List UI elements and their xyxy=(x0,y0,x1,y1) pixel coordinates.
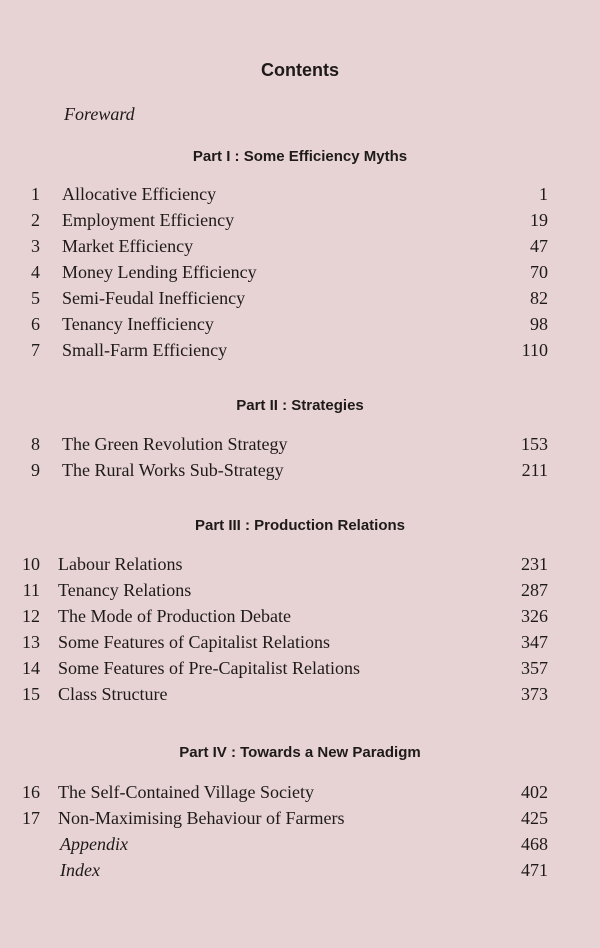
toc-entry xyxy=(0,658,600,682)
page-number: 98 xyxy=(530,314,548,334)
toc-entry xyxy=(0,554,600,578)
part-heading: Part II : Strategies xyxy=(236,397,364,414)
chapter-title: The Self-Contained Village Society xyxy=(58,782,315,802)
chapter-number: 7 xyxy=(31,340,40,360)
toc-entry xyxy=(0,632,600,656)
chapter-title: Employment Efficiency xyxy=(62,210,235,230)
toc-entry xyxy=(0,288,600,312)
page-number: 47 xyxy=(530,236,548,256)
toc-entry xyxy=(0,808,600,832)
page-number: 326 xyxy=(521,606,548,626)
part-heading: Part IV : Towards a New Paradigm xyxy=(179,744,421,761)
toc-entry xyxy=(0,340,600,364)
toc-entry xyxy=(0,834,600,858)
toc-entry xyxy=(0,580,600,604)
toc-entry xyxy=(0,434,600,458)
toc-entry xyxy=(0,314,600,338)
chapter-title: Semi-Feudal Inefficiency xyxy=(62,288,246,308)
chapter-title: The Rural Works Sub-Strategy xyxy=(62,460,284,480)
toc-entry xyxy=(0,606,600,630)
page-number: 110 xyxy=(521,340,548,360)
chapter-number: 11 xyxy=(22,580,40,600)
page-number: 231 xyxy=(521,554,548,574)
toc-entry xyxy=(0,184,600,208)
page-number: 1 xyxy=(539,184,548,204)
chapter-number: 6 xyxy=(31,314,40,334)
chapter-title: Non-Maximising Behaviour of Farmers xyxy=(58,808,345,828)
chapter-number: 15 xyxy=(22,684,40,704)
chapter-number: 8 xyxy=(31,434,40,454)
part-heading: Part III : Production Relations xyxy=(194,517,406,534)
page-number: 468 xyxy=(521,834,548,854)
foreward-entry: Foreward xyxy=(64,104,135,124)
toc-entry xyxy=(0,210,600,234)
page-number: 211 xyxy=(521,460,548,480)
page-number: 347 xyxy=(521,632,548,652)
chapter-number: 10 xyxy=(22,554,40,574)
page-number: 287 xyxy=(521,580,548,600)
chapter-title: Small-Farm Efficiency xyxy=(62,340,228,360)
chapter-number: 16 xyxy=(22,782,40,802)
page-number: 19 xyxy=(530,210,548,230)
index-title: Index xyxy=(60,860,100,880)
page-number: 70 xyxy=(530,262,548,282)
chapter-title: Allocative Efficiency xyxy=(62,184,217,204)
toc-entry xyxy=(0,860,600,884)
chapter-number: 3 xyxy=(31,236,40,256)
chapter-title: Market Efficiency xyxy=(62,236,194,256)
page-title: Contents xyxy=(261,60,339,80)
chapter-number: 5 xyxy=(31,288,40,308)
page-number: 425 xyxy=(521,808,548,828)
chapter-number: 14 xyxy=(22,658,40,678)
toc-entry xyxy=(0,460,600,484)
chapter-number: 4 xyxy=(31,262,40,282)
chapter-number: 13 xyxy=(22,632,40,652)
chapter-title: Tenancy Relations xyxy=(58,580,192,600)
part-heading: Part I : Some Efficiency Myths xyxy=(192,148,408,165)
chapter-title: Tenancy Inefficiency xyxy=(62,314,214,334)
chapter-title: The Mode of Production Debate xyxy=(58,606,291,626)
toc-entry xyxy=(0,262,600,286)
page-number: 357 xyxy=(521,658,548,678)
chapter-title: Some Features of Pre-Capitalist Relations xyxy=(58,658,360,678)
chapter-number: 9 xyxy=(31,460,40,480)
chapter-title: Money Lending Efficiency xyxy=(62,262,257,282)
page-number: 82 xyxy=(530,288,548,308)
appendix-title: Appendix xyxy=(60,834,128,854)
chapter-number: 2 xyxy=(31,210,40,230)
page-number: 153 xyxy=(521,434,548,454)
chapter-title: Class Structure xyxy=(58,684,168,704)
chapter-number: 1 xyxy=(31,184,40,204)
chapter-title: The Green Revolution Strategy xyxy=(62,434,288,454)
chapter-number: 12 xyxy=(22,606,40,626)
toc-entry xyxy=(0,236,600,260)
chapter-number: 17 xyxy=(22,808,40,828)
chapter-title: Some Features of Capitalist Relations xyxy=(58,632,330,652)
toc-entry xyxy=(0,684,600,708)
toc-entry xyxy=(0,782,600,806)
page-number: 471 xyxy=(521,860,548,880)
page-number: 402 xyxy=(521,782,548,802)
chapter-title: Labour Relations xyxy=(58,554,183,574)
page-number: 373 xyxy=(521,684,548,704)
